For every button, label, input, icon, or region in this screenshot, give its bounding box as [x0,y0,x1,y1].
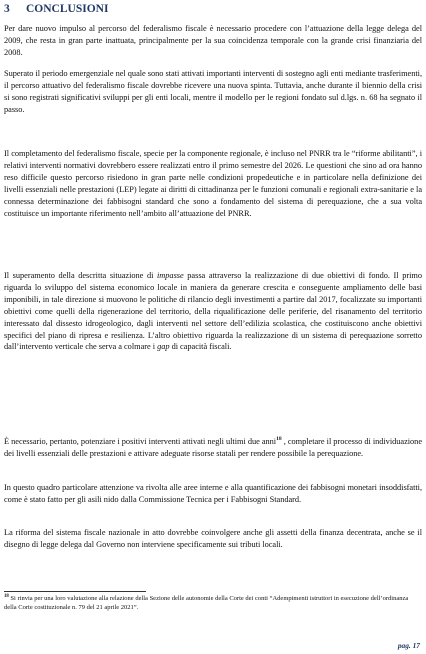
page-number: pag. 17 [397,641,420,650]
paragraph-5-text-a: È necessario, pertanto, potenziare i positivi interventi attivati negli ultimi due anni [4,437,277,446]
paragraph-4-text-a: Il superamento della descritta situazione di [4,271,157,280]
paragraph-4 [4,270,422,353]
paragraph-4-text-c: di capacità fiscali. [169,342,232,352]
section-title: CONCLUSIONI [26,3,109,15]
paragraph-4-emphasis-gap: gap [157,342,170,352]
paragraph-4-text-b: passa attraverso la realizzazione di due obiettivi di fondo. Il primo riguarda lo sviluppo del sistema economico locale in maniera da generare crescita e conseguente ampliamento delle basi imponibili, in tale direzione si muovono le politiche di rilancio degli investimenti a partire dal 2017, focalizzate su importanti obiettivi come quelli della rigenerazione del territorio, della riqualificazione delle periferie, del risanamento del territorio interessato dal dissesto idrogeologico, dagli interventi nel settore dell’edilizia scolastica, che costituiscono anche obiettivi specifici del piano di ripresa e resilienza. L’altro obiettivo riguarda la realizzazione di un sistema di perequazione sorretto dall’intervento verticale che serva a colmare i [4,271,422,352]
section-heading [4,0,422,18]
paragraph-4-emphasis-impasse: impasse [157,271,184,280]
footnote-separator [4,591,146,592]
paragraph-7: La riforma del sistema fiscale nazionale in atto dovrebbe coinvolgere anche gli assetti della finanza decentrata, anche se il disegno di legge delega dal Governo non interviene specificamente sui tributi locali. [4,528,422,549]
paragraph-5-text-b: , completare il processo di individuazione dei livelli essenziali delle prestazioni e attivare adeguate risorse statali per rendere possibile la perequazione. [4,437,422,458]
section-number: 3 [4,3,10,15]
footnote [4,595,422,612]
paragraph-3: Il completamento del federalismo fiscale, specie per la componente regionale, è incluso nel PNRR tra le “riforme abilitanti”, i relativi interventi normativi dovrebbero essere realizzati entro il primo semestre del 2026. Le questioni che sino ad ora hanno reso difficile questo percorso risiedono in gran parte nelle condizioni propedeutiche e in particolare nella definizione dei livelli essenziali nelle prestazioni (LEP) legate ai diritti di cittadinanza per le funzioni comunali e regionali extra-sanitarie e la connessa determinazione dei fabbisogni standard che sono a fondamento del sistema di perequazione, che a sua volta costituisce un importante riferimento nell’ambito all’attuazione del PNRR. [4,149,422,218]
paragraph-6: In questo quadro particolare attenzione va rivolta alle aree interne e alla quantificazione dei fabbisogni monetari insoddisfatti, come è stato fatto per gli asili nido dalla Commissione Tecnica per i Fabbisogni Standard. [4,483,422,504]
paragraph-5 [4,436,422,460]
paragraph-1: Per dare nuovo impulso al percorso del federalismo fiscale è necessario procedere con l’attuazione della legge delega del 2009, che resta in gran parte inattuata, principalmente per la sua coincidenza temporale con la grande crisi finanziaria del 2008. [4,24,422,57]
paragraph-2: Superato il periodo emergenziale nel quale sono stati attivati importanti interventi di sostegno agli enti mediante trasferimenti, il percorso attuativo del federalismo fiscale dovrebbe ricevere una nuova spinta. Tuttavia, anche durante il biennio della crisi si sono registrati significativi sviluppi per gli enti locali, mentre il modello per le regioni fondato sul d.lgs. n. 68 ha segnato il passo. [4,69,422,114]
footnote-text: Si rinvia per una loro valutazione alla relazione della Sezione delle autonomie della Corte dei conti “Adempimenti istruttori in esecuzione dell’ordinanza della Corte costituzionale n. 79 del 21 aprile 2021”. [4,595,409,611]
footnote-reference-18[interactable]: 18 [276,436,282,442]
footnote-number: 18 [4,594,9,599]
